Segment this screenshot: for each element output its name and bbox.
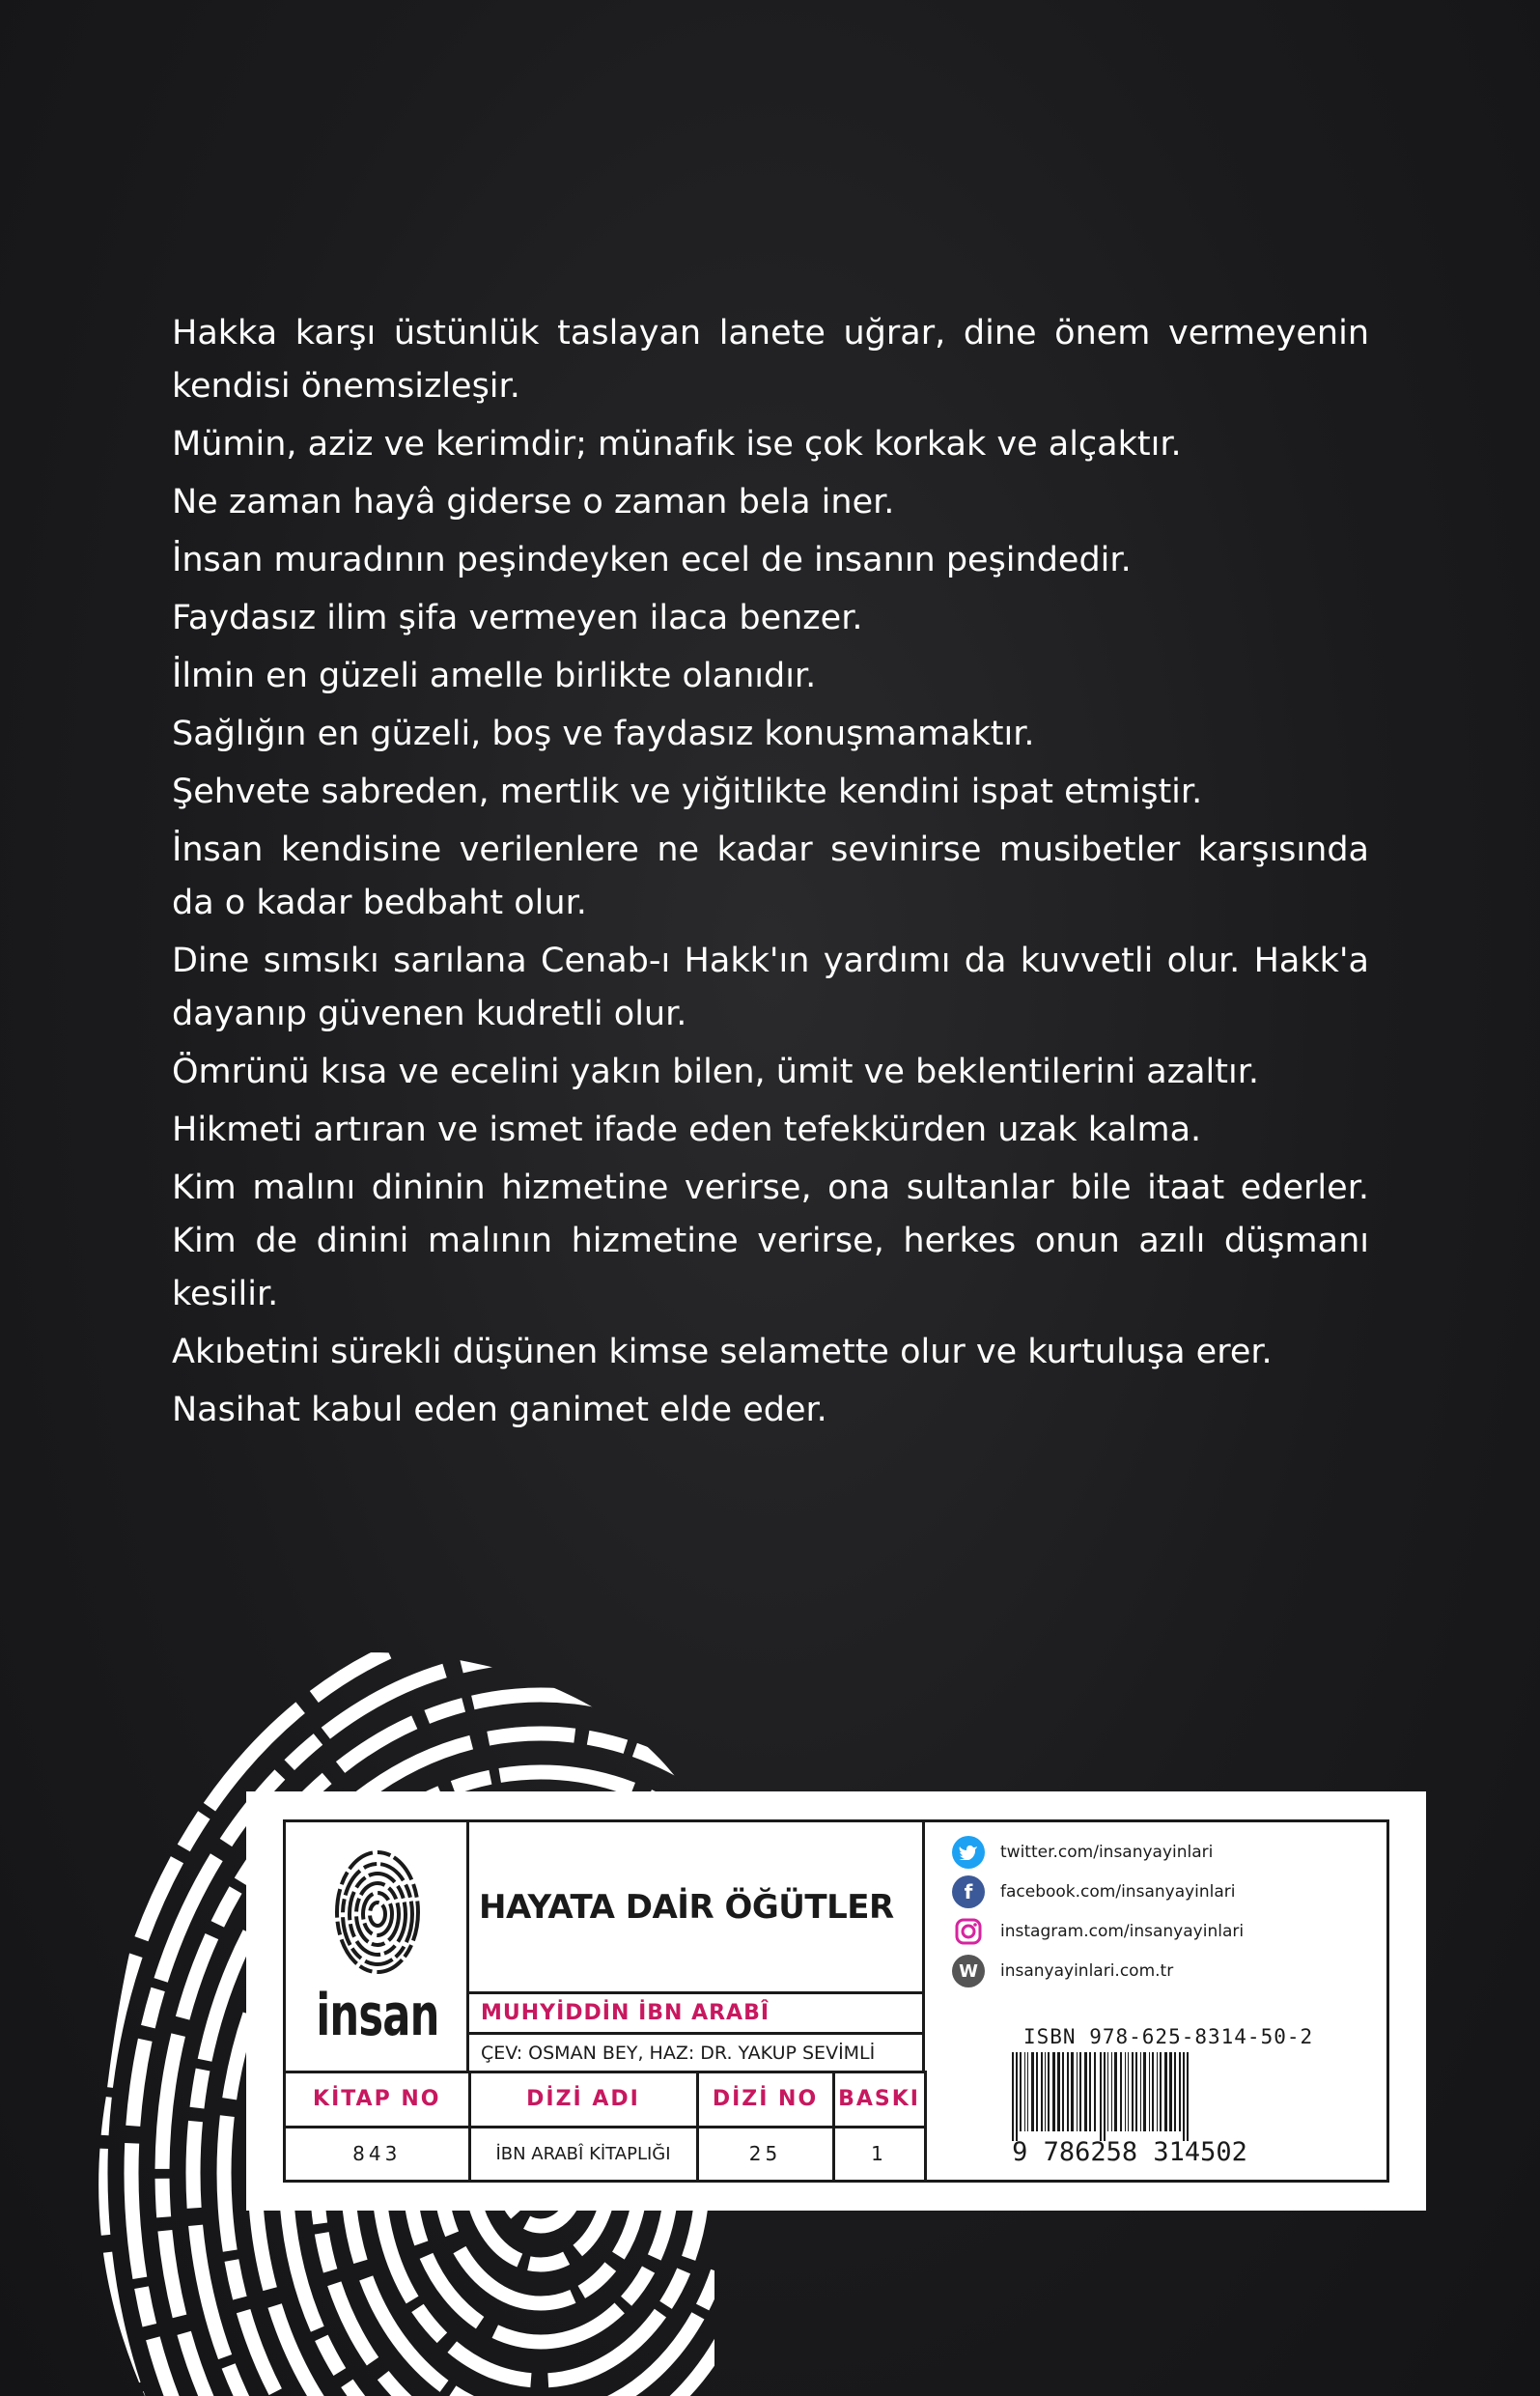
barcode-bar <box>1152 2052 1154 2131</box>
barcode-bar <box>1084 2052 1087 2131</box>
barcode-bar <box>1114 2052 1117 2131</box>
barcode-bar <box>1089 2052 1091 2131</box>
quote: Sağlığın en güzeli, boş ve faydasız konuşmamaktır. <box>172 715 1035 753</box>
book-meta-table <box>286 2071 927 2180</box>
barcode-bar <box>1045 2052 1046 2131</box>
instagram-link: instagram.com/insanyayinlari <box>1000 1922 1245 1941</box>
table-header-row <box>286 2072 925 2128</box>
barcode-bar <box>1012 2052 1014 2141</box>
barcode-bar <box>1067 2052 1069 2131</box>
table-row <box>286 2127 925 2180</box>
quote: Ne zaman hayâ giderse o zaman bela iner. <box>172 483 895 521</box>
quote: İnsan muradının peşindeyken ecel de insanın peşindedir. <box>172 541 1132 579</box>
title-cell <box>469 1822 925 1994</box>
series-name-value: İBN ARABÎ KİTAPLIĞI <box>469 2127 697 2180</box>
barcode-bar <box>1174 2052 1176 2131</box>
quote: Ömrünü kısa ve ecelini yakın bilen, ümit ve beklentilerini azaltır. <box>172 1053 1260 1091</box>
social-website[interactable] <box>952 1954 1173 1988</box>
fingerprint-logo-icon <box>334 1846 421 1977</box>
barcode-bar <box>1135 2052 1137 2131</box>
twitter-icon <box>952 1836 985 1869</box>
isbn-number: ISBN 978-625-8314-50-2 <box>1023 2025 1314 2048</box>
barcode-bar <box>1062 2052 1064 2131</box>
facebook-icon: f <box>952 1875 985 1908</box>
barcode-bar <box>1104 2052 1106 2141</box>
book-title: HAYATA DAİR ÖĞÜTLER <box>479 1888 894 1927</box>
social-links <box>925 1822 1388 2180</box>
book-no-header: KİTAP NO <box>286 2072 469 2128</box>
publisher-logo <box>286 1822 469 2073</box>
barcode-bar <box>1164 2052 1167 2131</box>
label-frame <box>283 1819 1389 2183</box>
barcode-bar <box>1187 2052 1189 2141</box>
quote: İlmin en güzeli amelle birlikte olanıdır. <box>172 657 817 695</box>
barcode-bar <box>1100 2052 1102 2141</box>
barcode-bar <box>1024 2052 1025 2131</box>
barcode-bar <box>1169 2052 1172 2131</box>
facebook-link: facebook.com/insanyayinlari <box>1000 1882 1236 1902</box>
barcode-bar <box>1020 2052 1022 2131</box>
barcode-bar <box>1149 2052 1150 2131</box>
barcode-digits: 9 786258 314502 <box>1012 2137 1247 2164</box>
edition-header: BASKI <box>833 2072 925 2128</box>
barcode-bar <box>1125 2052 1126 2131</box>
barcode-bar <box>1031 2052 1034 2131</box>
barcode-bar <box>1120 2052 1122 2131</box>
website-icon: W <box>952 1955 985 1987</box>
instagram-icon <box>952 1915 985 1948</box>
author-name: MUHYİDDİN İBN ARABÎ <box>469 1994 925 2035</box>
quote: Şehvete sabreden, mertlik ve yiğitlikte kendini ispat etmiştir. <box>172 773 1203 811</box>
barcode-bar <box>1094 2052 1096 2131</box>
quote: Hikmeti artıran ve ismet ifade eden tefekkürden uzak kalma. <box>172 1111 1202 1149</box>
twitter-link: twitter.com/insanyayinlari <box>1000 1843 1214 1862</box>
quote: Hakka karşı üstünlük taslayan lanete uğrar, dine önem vermeyenin kendisi önemsizleşir. <box>172 314 1369 406</box>
barcode-bar <box>1071 2052 1074 2131</box>
quote: Mümin, aziz ve kerimdir; münafık ise çok korkak ve alçaktır. <box>172 425 1182 464</box>
social-twitter[interactable] <box>952 1835 1213 1870</box>
quote: Akıbetini sürekli düşünen kimse selamette olur ve kurtuluşa erer. <box>172 1333 1273 1371</box>
barcode-bar <box>1183 2052 1185 2141</box>
barcode-bar <box>1036 2052 1038 2131</box>
barcode-bar <box>1079 2052 1081 2131</box>
barcode-bar <box>1016 2052 1018 2141</box>
barcode-bar <box>1179 2052 1181 2131</box>
series-name-header: DİZİ ADI <box>469 2072 697 2128</box>
barcode-bar <box>1048 2052 1050 2131</box>
publisher-name: insan <box>316 1982 439 2049</box>
barcode-bar <box>1052 2052 1055 2131</box>
barcode-bar <box>1057 2052 1060 2131</box>
series-no-header: DİZİ NO <box>697 2072 833 2128</box>
barcode-bar <box>1157 2052 1158 2131</box>
quote: İnsan kendisine verilenlere ne kadar sevinirse musibetler karşısında da o kadar bedbaht olur. <box>172 831 1369 922</box>
social-instagram[interactable] <box>952 1914 1244 1949</box>
quote-list <box>172 307 1369 1442</box>
quote: Faydasız ilim şifa vermeyen ilaca benzer. <box>172 599 863 637</box>
website-link: insanyayinlari.com.tr <box>1000 1961 1174 1981</box>
barcode-bar <box>1140 2052 1141 2131</box>
barcode-bar <box>1107 2052 1108 2131</box>
barcode-bar <box>1027 2052 1028 2131</box>
isbn-barcode <box>985 2052 1274 2164</box>
barcode-bar <box>1128 2052 1129 2131</box>
book-label-card <box>246 1791 1426 2211</box>
social-facebook[interactable] <box>952 1875 1236 1909</box>
barcode-bar <box>1160 2052 1162 2131</box>
quote: Nasihat kabul eden ganimet elde eder. <box>172 1391 827 1429</box>
barcode-bar <box>1143 2052 1146 2131</box>
series-no-value: 25 <box>697 2127 833 2180</box>
barcode-bar <box>1111 2052 1112 2131</box>
barcode-bar <box>1041 2052 1043 2131</box>
translator-credit: ÇEV: OSMAN BEY, HAZ: DR. YAKUP SEVİMLİ <box>469 2035 925 2073</box>
barcode-bar <box>1077 2052 1078 2131</box>
quote: Kim malını dininin hizmetine verirse, ona sultanlar bile itaat ederler. Kim de dinini malının hizmetine verirse, herkes onun azılı düşmanı kesilir. <box>172 1169 1369 1313</box>
edition-value: 1 <box>833 2127 925 2180</box>
quote: Dine sımsıkı sarılana Cenab-ı Hakk'ın yardımı da kuvvetli olur. Hakk'a dayanıp güvenen kudretli olur. <box>172 942 1369 1033</box>
barcode-bar <box>1132 2052 1134 2131</box>
book-no-value: 843 <box>286 2127 469 2180</box>
